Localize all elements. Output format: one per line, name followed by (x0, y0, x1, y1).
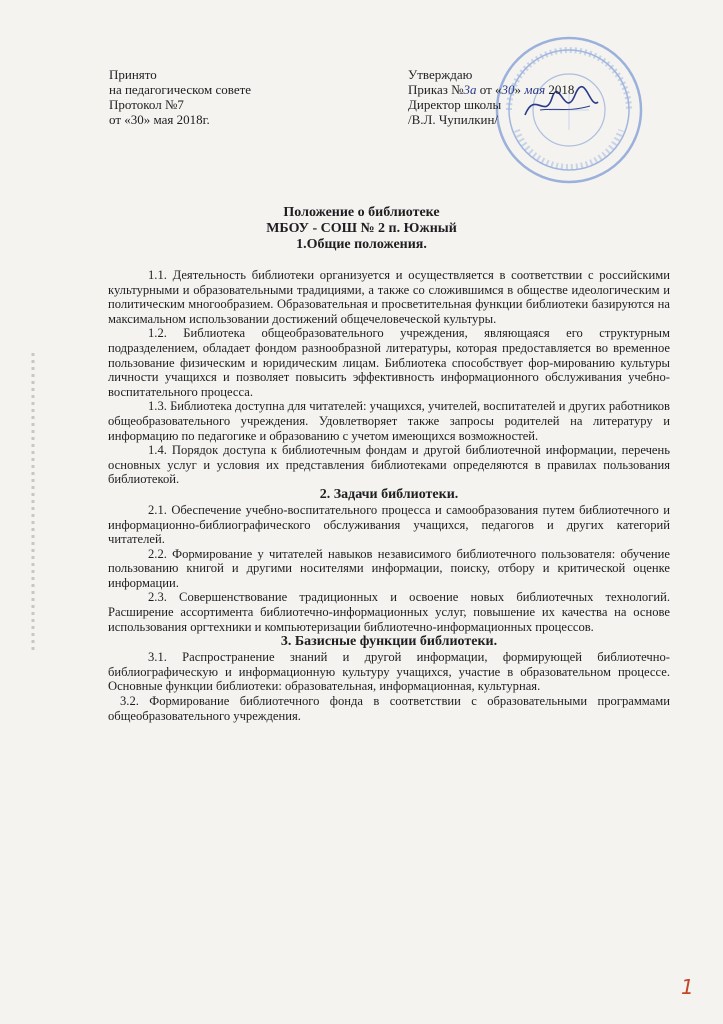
binding-holes-icon (30, 353, 36, 653)
document-title (0, 205, 723, 253)
adoption-block (109, 67, 251, 127)
pedagogical-council: на педагогическом совете (109, 82, 252, 97)
order-day: 30 (501, 82, 515, 97)
adopted-label: Принято (109, 67, 157, 82)
paragraph-2-2: 2.2. Формирование у читателей навыков независимого библиотечного пользователя: обучение пользованию книгой и другими носителями информации, поиску, отбору и критической оценке информации. (108, 546, 670, 590)
order-year: 2018 (545, 82, 575, 97)
order-month: мая (524, 82, 546, 97)
order-prefix: Приказ № (408, 82, 464, 97)
page-number: 1 (681, 975, 694, 999)
paragraph-1-4: 1.4. Порядок доступа к библиотечным фондам и другой библиотечной информации, перечень основных услуг и условия их представления библиотеками определяются в правилах пользования библиотекой. (108, 443, 670, 487)
section-2-heading: 2. Задачи библиотеки. (319, 486, 459, 502)
paragraph-1-2: 1.2. Библиотека общеобразовательного учреждения, являющаяся его структурным подразделением, обладает фондом разнообразной литературы, которая предоставляется во временное пользование физическим и юридическим лицам. Библиотека способствует фор-мированию культуры личности учащихся и позволяет повысить эффективность информационного обслуживания учебно-воспитательного процесса. (108, 326, 670, 399)
approve-label: Утверждаю (408, 67, 473, 82)
approval-block (408, 67, 574, 127)
title-line-1: Положение о библиотеке (283, 205, 440, 220)
paragraph-2-1: 2.1. Обеспечение учебно-воспитательного процесса и самообразования путем библиотечного и информационно-библиографического обслуживания учащихся, педагогов и других категорий читателей. (108, 502, 670, 547)
order-number: 3а (463, 82, 477, 97)
title-line-2: МБОУ - СОШ № 2 п. Южный (266, 221, 457, 236)
paragraph-2-3: 2.3. Совершенствование традиционных и освоение новых библиотечных технологий. Расширение ассортимента библиотечно-информационных услуг, повышение их качества на основе использования оргтехники и компьютеризации библиотечно-информационных процессов. (108, 590, 670, 634)
section-3-heading: 3. Базисные функции библиотеки. (280, 634, 498, 650)
order-line (408, 82, 574, 97)
section-1-heading: 1.Общие положения. (296, 237, 427, 252)
director-name: /В.Л. Чупилкин/ (408, 112, 499, 127)
protocol-date: от «30» мая 2018г. (109, 112, 210, 127)
order-quote: » (514, 82, 525, 97)
order-from: от « (476, 82, 502, 97)
protocol-number: Протокол №7 (109, 97, 184, 112)
paragraph-1-1: 1.1. Деятельность библиотеки организуется и осуществляется в соответствии с российскими культурными и образовательными традициями, а также со сложившимся в обществе идеологическим и политическим многообразием. Образовательная и просветительная функции библиотеки базируются на максимальном использовании достижений общечеловеческой культуры. (108, 268, 670, 326)
paragraph-3-1: 3.1. Распространение знаний и другой информации, формирующей библиотечно-библиографическую и информационную культуру учащихся, участие в образовательном процессе. Основные функции библиотеки: образовательная, информационная, культурная. (108, 650, 670, 694)
document-body (108, 268, 670, 723)
paragraph-1-3: 1.3. Библиотека доступна для читателей: учащихся, учителей, воспитателей и других работников общеобразовательного учреждения. Удовлетворяет также запросы родителей на литературу и информацию по педагогике и образованию с учетом имеющихся возможностей. (108, 399, 670, 443)
paragraph-3-2: 3.2. Формирование библиотечного фонда в соответствии с образовательными программами общеобразовательного учреждения. (108, 694, 670, 723)
director-title: Директор школы (408, 97, 502, 112)
